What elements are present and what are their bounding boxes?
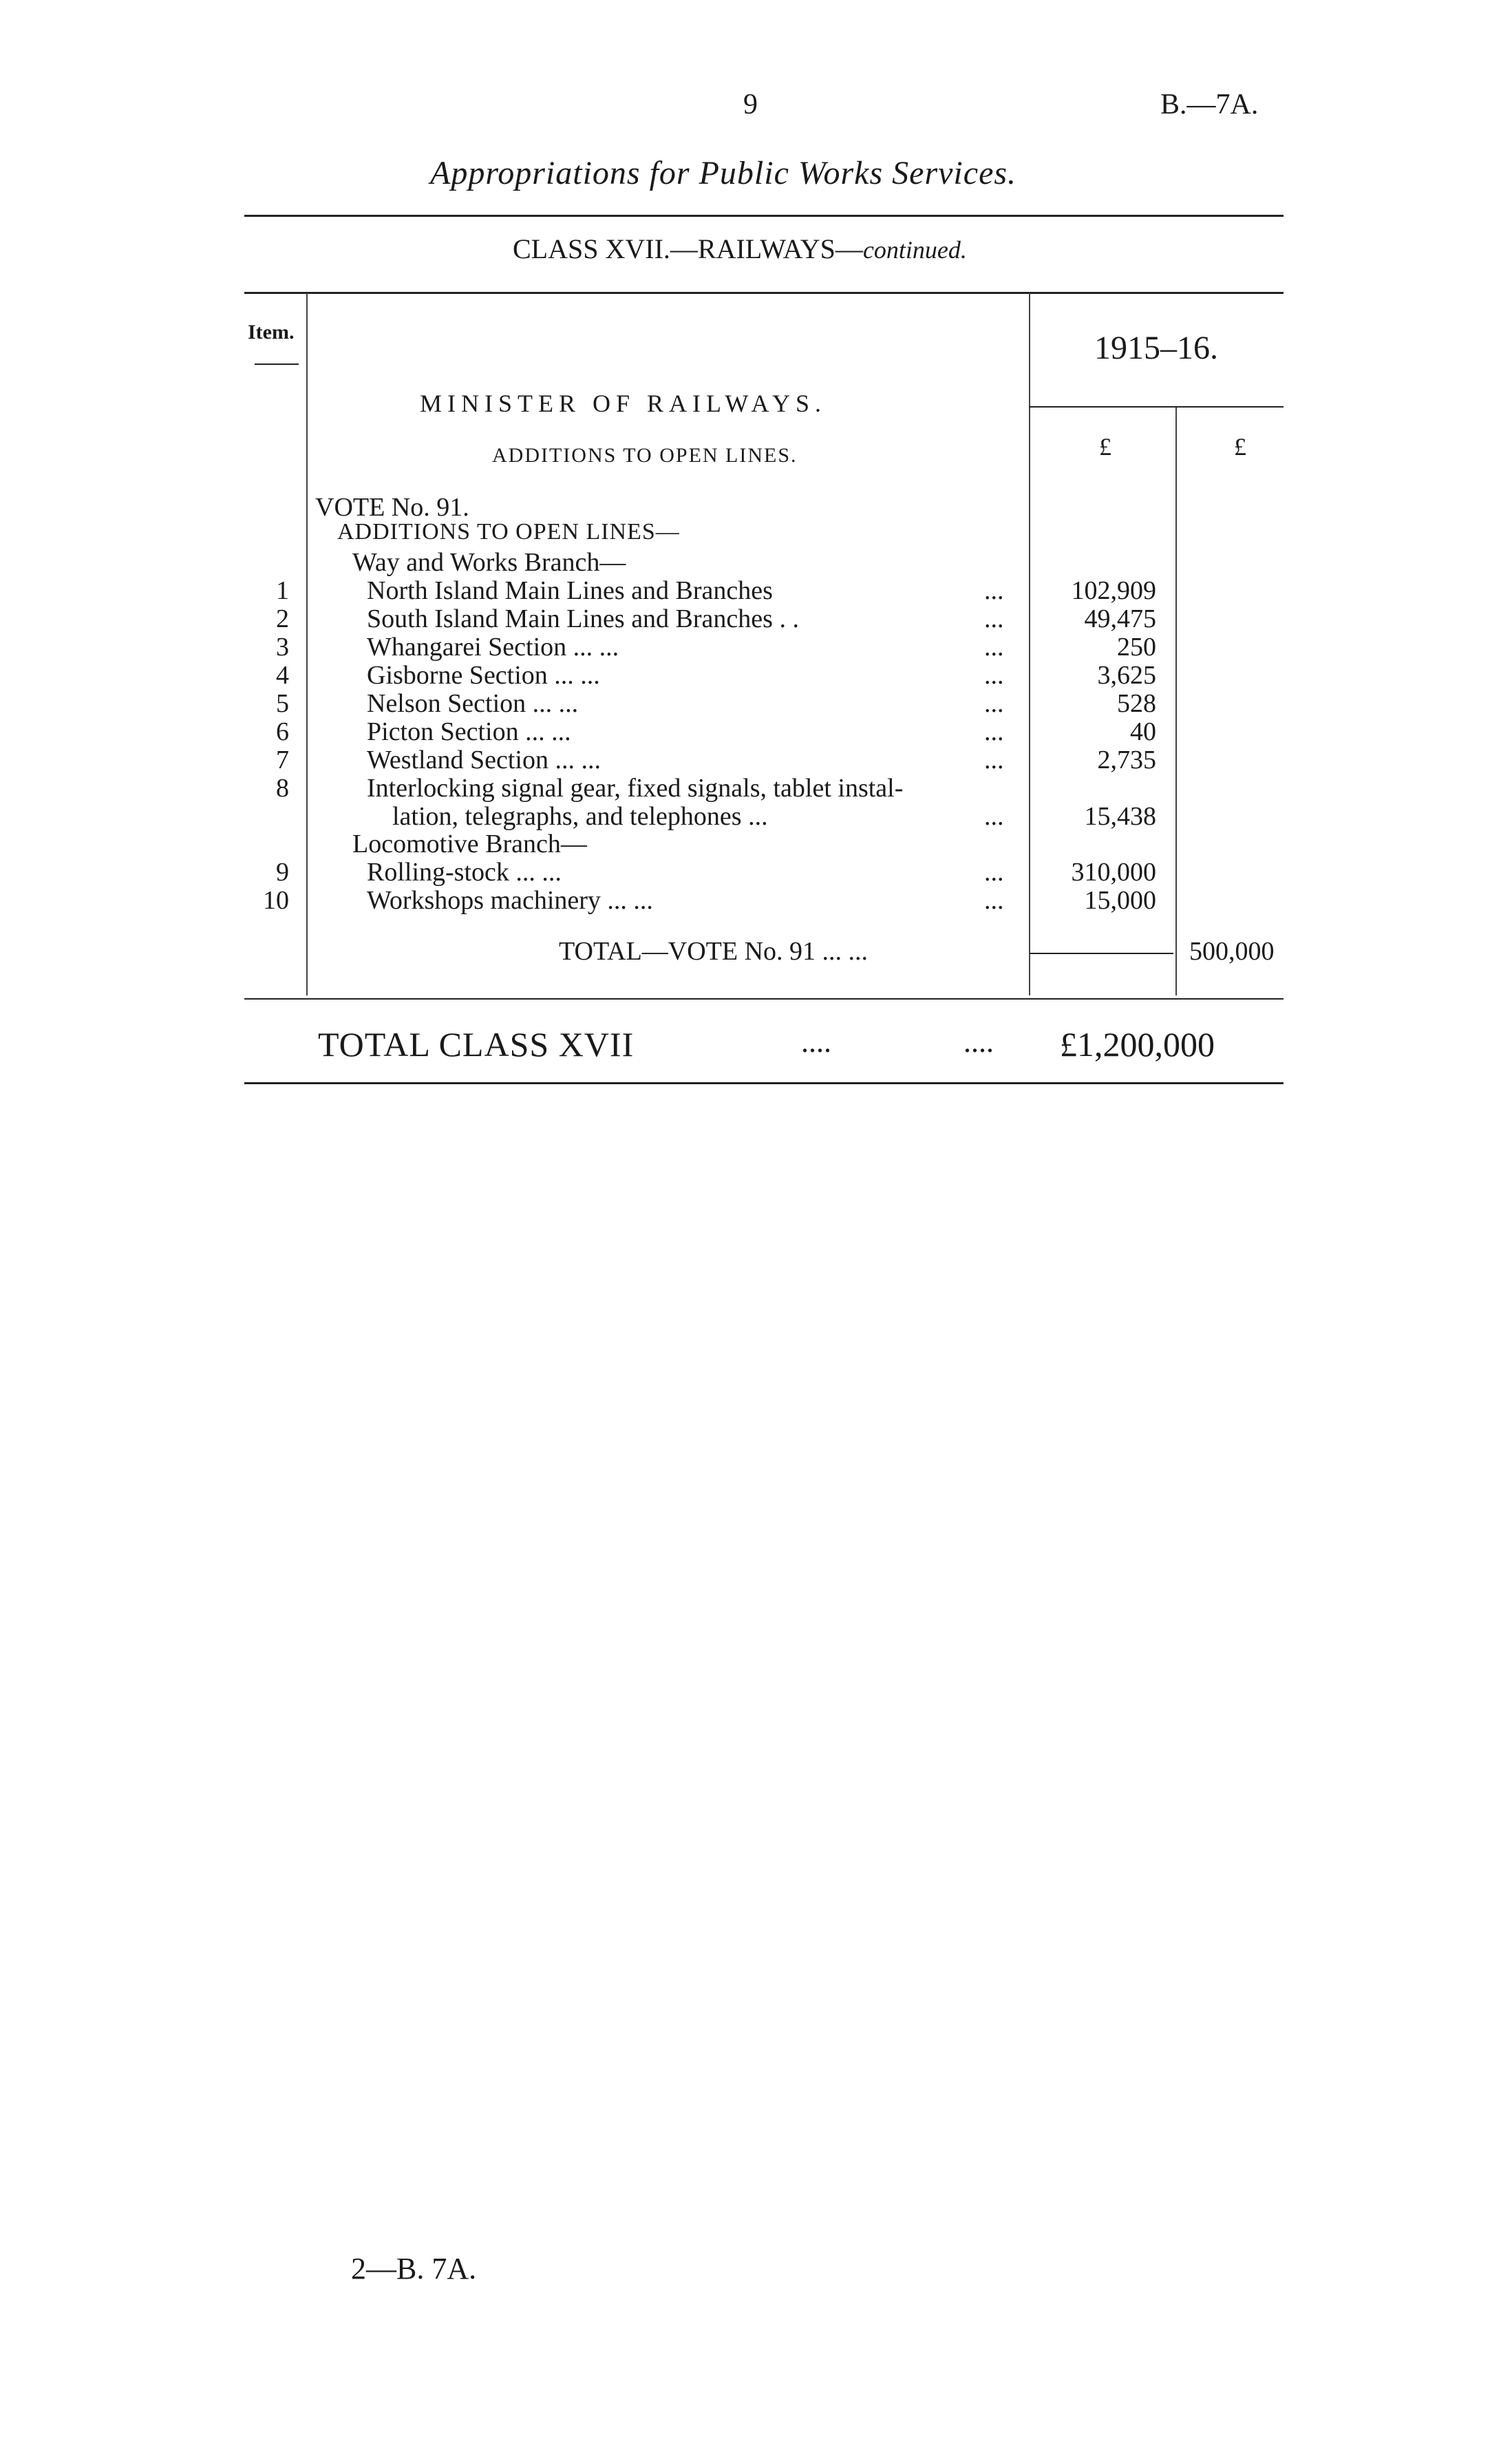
page-title: Appropriations for Public Works Services. (430, 155, 1017, 191)
item-description: Workshops machinery ... ... (367, 886, 653, 915)
item-leader-dots: ... (984, 689, 1004, 718)
total-class-leader-2: .... (963, 1025, 994, 1059)
title-rule (244, 215, 1284, 217)
vote-total-amount: 500,000 (1189, 937, 1275, 966)
item-leader-dots: ... (984, 633, 1004, 662)
item-description: Rolling-stock ... ... (367, 858, 562, 887)
item-number: 1 (276, 576, 289, 605)
item-description: Picton Section ... ... (367, 717, 571, 746)
item-column-divider (306, 293, 308, 995)
item-description: Whangarei Section ... ... (367, 633, 619, 662)
item-description: South Island Main Lines and Branches . . (367, 604, 799, 633)
item-amount: 250 (1117, 633, 1156, 662)
year-header-rule (1029, 406, 1284, 408)
item-column-header: Item. (248, 321, 295, 344)
table-bottom-rule (244, 998, 1284, 1000)
vote-subtitle: ADDITIONS TO OPEN LINES— (337, 519, 680, 545)
item-amount: 3,625 (1097, 661, 1156, 690)
document-reference: B.—7A. (1160, 89, 1259, 120)
item-header-underline (255, 363, 299, 365)
item-number: 3 (276, 633, 289, 662)
item-description: Gisborne Section ... ... (367, 661, 600, 690)
item-leader-dots: ... (984, 717, 1004, 746)
item-amount: 49,475 (1084, 604, 1156, 633)
item-description: Interlocking signal gear, fixed signals, tablet instal- (367, 774, 904, 803)
item-leader-dots: ... (984, 858, 1004, 887)
item-number: 10 (263, 886, 289, 915)
item-leader-dots: ... (984, 802, 1004, 831)
item-amount: 15,000 (1084, 886, 1156, 915)
item-amount: 528 (1117, 689, 1156, 718)
way-works-branch-heading: Way and Works Branch— (352, 548, 626, 577)
class-heading (513, 233, 967, 265)
currency-symbol-items: £ (1099, 433, 1111, 461)
item-leader-dots: ... (984, 886, 1004, 915)
item-amount: 2,735 (1097, 746, 1156, 774)
total-class-label: TOTAL CLASS XVII (318, 1025, 635, 1064)
item-amount: 310,000 (1071, 858, 1156, 887)
page-number: 9 (743, 89, 758, 120)
item-number: 5 (276, 689, 289, 718)
total-class-amount: £1,200,000 (1060, 1025, 1215, 1064)
item-leader-dots: ... (984, 576, 1004, 605)
item-amount: 15,438 (1084, 802, 1156, 831)
total-class-leader-1: .... (801, 1025, 831, 1059)
item-number: 2 (276, 604, 289, 633)
class-heading-continued: continued. (862, 236, 967, 264)
currency-symbol-total: £ (1234, 433, 1246, 461)
item-number: 9 (276, 858, 289, 887)
total-column-divider (1175, 406, 1177, 995)
item-leader-dots: ... (984, 604, 1004, 633)
class-heading-main: CLASS XVII.—RAILWAYS— (513, 233, 863, 264)
minister-heading: MINISTER OF RAILWAYS. (420, 390, 827, 417)
page-footer: 2—B. 7A. (351, 2252, 477, 2285)
locomotive-branch-heading: Locomotive Branch— (352, 830, 587, 858)
item-number: 4 (276, 661, 289, 690)
total-class-rule (244, 1082, 1284, 1084)
subtotal-rule (1030, 953, 1173, 954)
item-leader-dots: ... (984, 746, 1004, 774)
item-leader-dots: ... (984, 661, 1004, 690)
item-number: 7 (276, 746, 289, 774)
item-amount: 102,909 (1071, 576, 1156, 605)
item-description: North Island Main Lines and Branches (367, 576, 773, 605)
item-description: lation, telegraphs, and telephones ... (392, 802, 768, 831)
item-number: 8 (276, 774, 289, 803)
item-number: 6 (276, 717, 289, 746)
vote-total-label: TOTAL—VOTE No. 91 ... ... (559, 937, 869, 966)
amount-column-divider (1029, 293, 1030, 995)
year-column-header: 1915–16. (1094, 330, 1218, 366)
additions-heading: ADDITIONS TO OPEN LINES. (492, 444, 798, 467)
item-description: Nelson Section ... ... (367, 689, 579, 718)
item-description: Westland Section ... ... (367, 746, 601, 774)
vote-title: VOTE No. 91. (315, 493, 469, 522)
table-top-rule (244, 292, 1284, 294)
item-amount: 40 (1130, 717, 1156, 746)
